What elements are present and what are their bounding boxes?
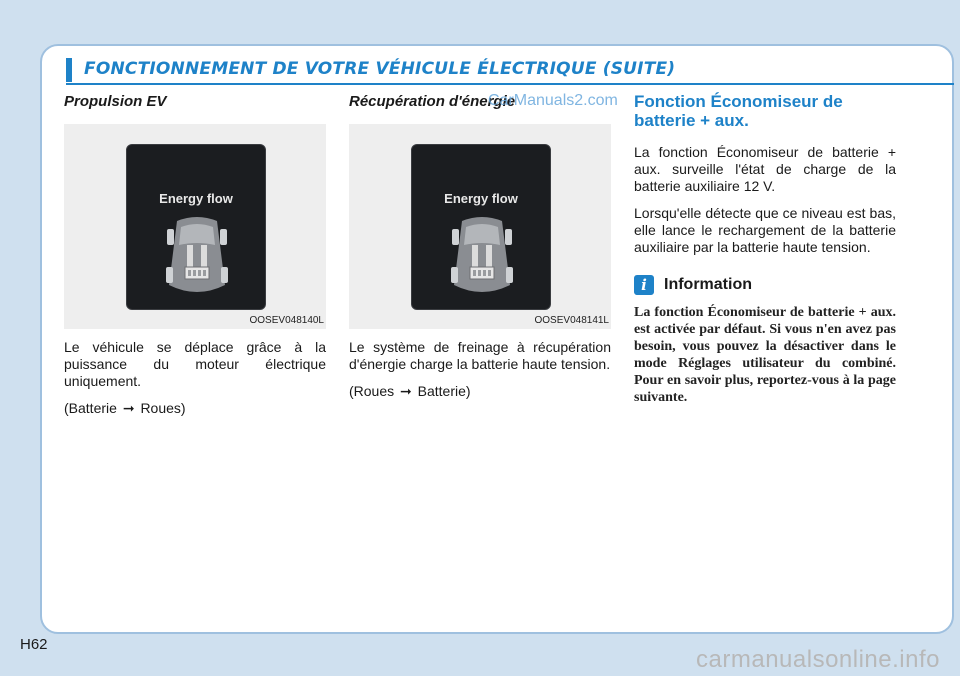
info-icon: i [634, 275, 654, 295]
information-label: Information [664, 276, 752, 293]
car-top-view-icon [163, 215, 231, 299]
page-number: H62 [20, 636, 48, 653]
information-text: La fonction Économiseur de batterie + aux. est activée par défaut. Si vous n'en avez pas besoin, vous pouvez la désactiver dans le mode Réglages utilisateur du combiné. Pour en savoir plus, reportez-vous à la page suivante. [634, 305, 896, 405]
energy-flow-text [64, 400, 326, 417]
section-title: FONCTIONNEMENT DE VOTRE VÉHICULE ÉLECTRIQUE (SUITE) [84, 59, 676, 79]
body-paragraph: Le véhicule se déplace grâce à la puissance du moteur électrique uniquement. [64, 339, 326, 389]
body-paragraph: La fonction Économiseur de batterie + aux. surveille l'état de charge de la batterie auxiliaire 12 V. [634, 144, 896, 194]
right-arrow-icon: ➞ [122, 400, 135, 416]
body-paragraph: Lorsqu'elle détecte que ce niveau est bas, elle lance le rechargement de la batterie auxiliaire par la batterie haute tension. [634, 205, 896, 255]
figure-caption: OOSEV048140L [249, 315, 324, 326]
footer-watermark: carmanualsonline.info [696, 646, 940, 673]
flow-from: (Roues [349, 383, 395, 399]
car-top-view-icon [448, 215, 516, 299]
subsection-title: Propulsion EV [64, 93, 167, 110]
section-header [66, 58, 954, 82]
flow-to: Roues) [140, 400, 186, 416]
flow-to: Batterie) [417, 383, 471, 399]
screen-title: Energy flow [159, 191, 233, 206]
cluster-screen [126, 144, 266, 310]
information-header [634, 274, 896, 296]
screen-title: Energy flow [444, 191, 518, 206]
figure-energy-flow-propulsion [64, 124, 326, 329]
body-paragraph: Le système de freinage à récupération d'énergie charge la batterie haute tension. [349, 339, 611, 372]
site-watermark: CarManuals2.com [488, 92, 618, 109]
cluster-screen [411, 144, 551, 310]
subsection-title: Récupération d'énergie [349, 93, 516, 110]
right-arrow-icon: ➞ [400, 383, 412, 399]
figure-caption: OOSEV048141L [534, 315, 609, 326]
column-propulsion-ev [64, 92, 326, 417]
column-energy-recovery [349, 92, 611, 400]
flow-from: (Batterie [64, 400, 117, 416]
header-underline [66, 83, 954, 85]
header-accent-bar [66, 58, 72, 82]
column-battery-saver [634, 92, 896, 406]
energy-flow-text [349, 383, 611, 400]
subsection-title: Fonction Économiseur de batterie + aux. [634, 92, 843, 130]
figure-energy-flow-recovery [349, 124, 611, 329]
